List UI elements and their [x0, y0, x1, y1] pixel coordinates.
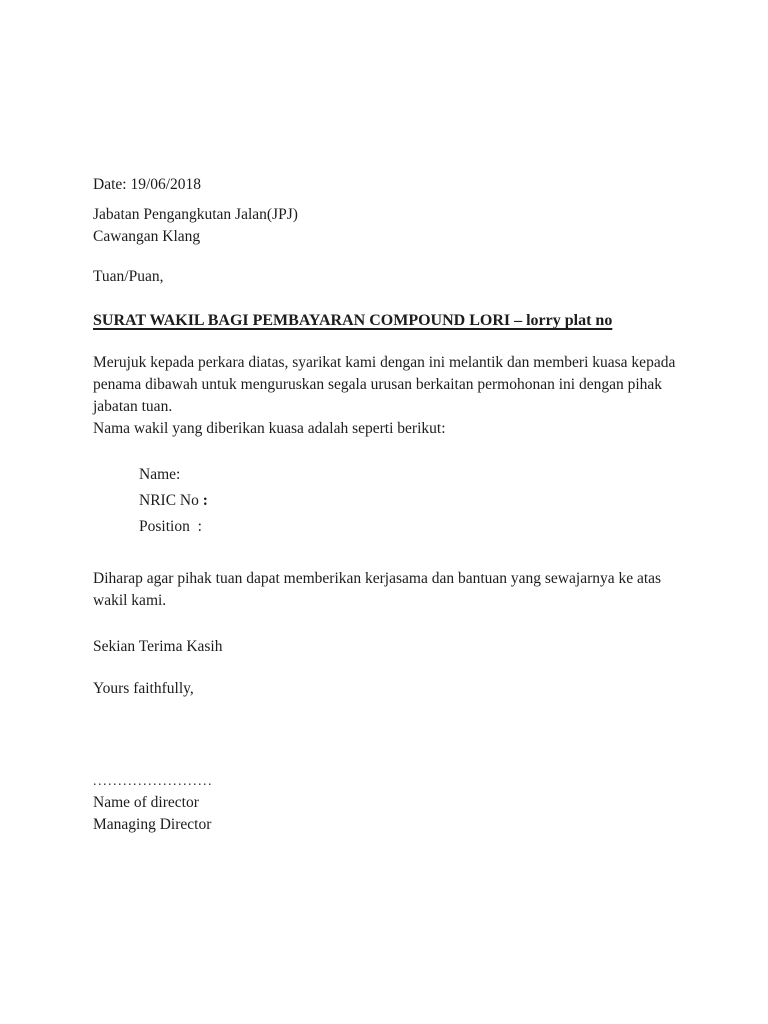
recipient-line: Cawangan Klang: [93, 228, 201, 245]
thanks-line: Sekian Terima Kasih: [93, 638, 223, 655]
signatory-title: Managing Director: [93, 816, 212, 833]
field-name: [139, 462, 708, 488]
paragraph-line: jabatan tuan.: [93, 398, 173, 415]
recipient-address: [93, 204, 708, 248]
field-name-label: Name:: [139, 466, 181, 483]
representative-fields: [93, 462, 708, 540]
body-paragraph-1: [93, 352, 708, 440]
field-nric-label: NRIC No: [139, 492, 203, 509]
signature-block: [93, 772, 708, 836]
paragraph-line: wakil kami.: [93, 592, 167, 609]
salutation: Tuan/Puan,: [93, 268, 164, 285]
valediction: Yours faithfully,: [93, 680, 194, 697]
paragraph-line: Diharap agar pihak tuan dapat memberikan kerjasama dan bantuan yang sewajarnya ke atas: [93, 570, 662, 587]
field-position-label: Position :: [139, 518, 202, 535]
signature-dotted-line: ........................: [93, 774, 213, 789]
body-paragraph-2: [93, 568, 708, 612]
paragraph-line: Nama wakil yang diberikan kuasa adalah seperti berikut:: [93, 420, 446, 437]
subject-heading: SURAT WAKIL BAGI PEMBAYARAN COMPOUND LORI – lorry plat no: [93, 312, 613, 329]
paragraph-line: Merujuk kepada perkara diatas, syarikat kami dengan ini melantik dan memberi kuasa kepada: [93, 354, 676, 371]
recipient-line: Jabatan Pengangkutan Jalan(JPJ): [93, 206, 298, 223]
paragraph-line: penama dibawah untuk menguruskan segala urusan berkaitan permohonan ini dengan pihak: [93, 376, 663, 393]
date-line: Date: 19/06/2018: [93, 176, 202, 193]
field-nric-colon: :: [202, 492, 208, 509]
signatory-name: Name of director: [93, 794, 199, 811]
field-position: [139, 514, 708, 540]
field-nric: [139, 488, 708, 514]
letter-content: [93, 174, 708, 836]
